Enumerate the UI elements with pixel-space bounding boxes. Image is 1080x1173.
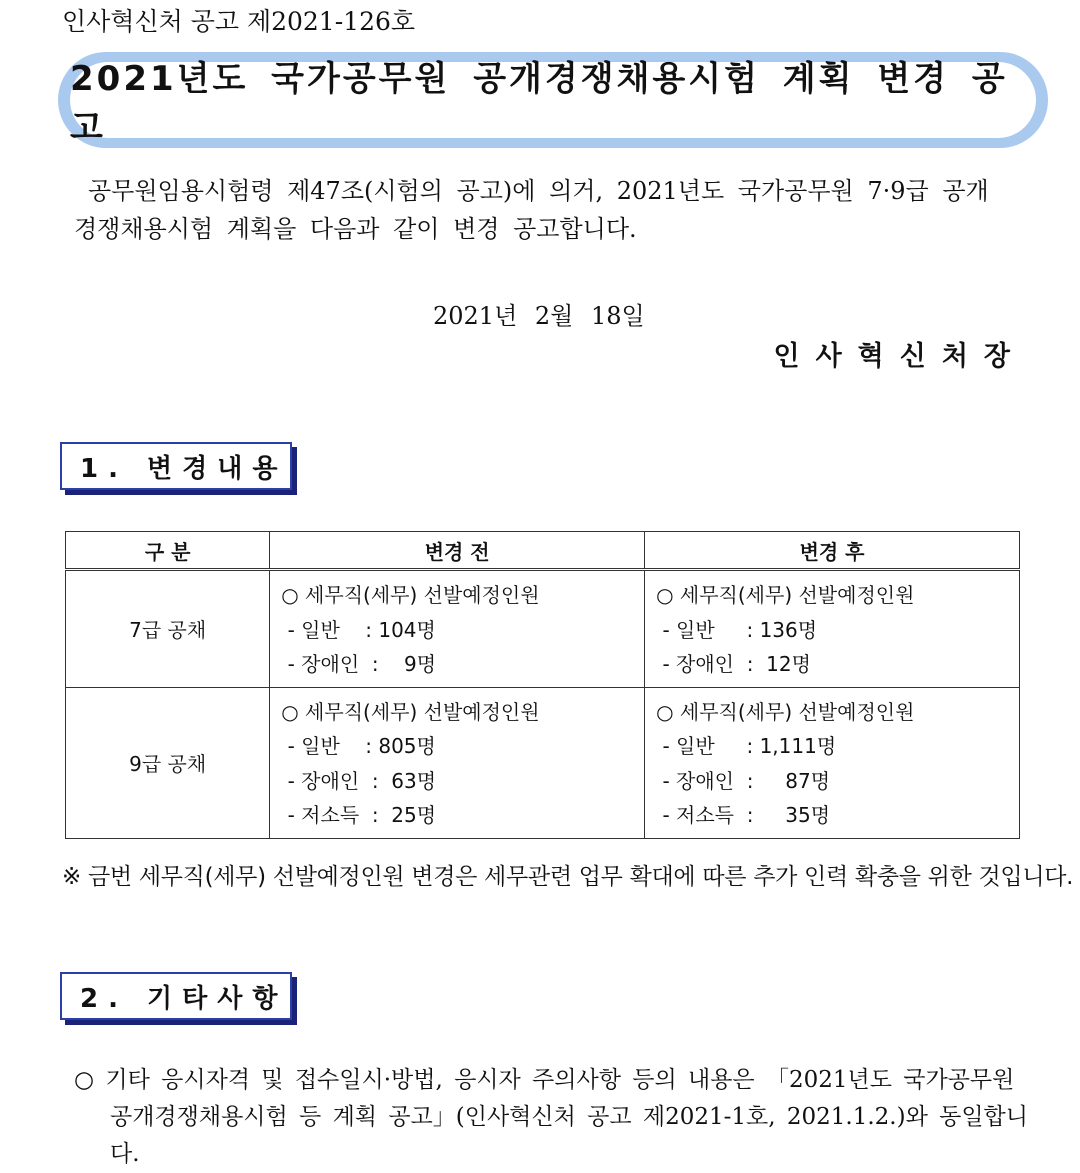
etc-paragraph	[74, 1062, 1034, 1173]
section-2-heading	[60, 972, 292, 1020]
cell-line: - 장애인 : 9명	[281, 652, 437, 676]
row-after	[645, 687, 1020, 838]
footnote: ※ 금번 세무직(세무) 선발예정인원 변경은 세무관련 업무 확대에 따른 추가 인력 확충을 위한 것입니다.	[62, 864, 1074, 890]
table-row	[66, 687, 1020, 838]
cell-line: ○ 세무직(세무) 선발예정인원	[656, 583, 915, 607]
cell-line: - 저소득 : 25명	[281, 803, 437, 827]
etc-line-2: 공개경쟁채용시험 등 계획 공고」(인사혁신처 공고 제2021-1호, 2021.1.2.)와 동일합니다.	[110, 1104, 1028, 1167]
cell-line: - 장애인 : 63명	[281, 768, 437, 793]
change-table	[65, 531, 1020, 839]
header-category: 구 분	[66, 532, 270, 570]
etc-line-1: ○ 기타 응시자격 및 접수일시·방법, 응시자 주의사항 등의 내용은 「2021년도 국가공무원	[74, 1067, 1015, 1093]
cell-line: - 일반 : 805명	[281, 734, 436, 758]
row-category: 7급 공채	[66, 570, 270, 688]
table-header-row	[66, 532, 1020, 570]
signer: 인사혁신처장	[773, 341, 1026, 372]
cell-line: - 일반 : 136명	[656, 617, 818, 642]
section-2-title: 2. 기타사항	[80, 983, 288, 1014]
row-category: 9급 공채	[66, 687, 270, 838]
intro-paragraph	[74, 172, 1029, 248]
header-after: 변경 후	[645, 532, 1020, 570]
section-1-heading	[60, 442, 292, 490]
cell-line: - 일반 : 1,111명	[656, 734, 837, 758]
document-title: 2021년도 국가공무원 공개경쟁채용시험 계획 변경 공고	[70, 59, 1008, 148]
intro-line-1: 공무원임용시험령 제47조(시험의 공고)에 의거, 2021년도 국가공무원 7·9급 공개	[88, 177, 989, 205]
row-before	[270, 570, 645, 688]
header-before: 변경 전	[270, 532, 645, 570]
row-before	[270, 687, 645, 838]
row-after	[645, 570, 1020, 688]
title-inner	[70, 59, 1036, 148]
title-banner	[58, 52, 1048, 148]
cell-line: ○ 세무직(세무) 선발예정인원	[281, 699, 540, 724]
cell-line: ○ 세무직(세무) 선발예정인원	[281, 583, 540, 607]
cell-line: - 일반 : 104명	[281, 617, 436, 642]
cell-line: - 저소득 : 35명	[656, 803, 831, 827]
cell-line: - 장애인 : 87명	[656, 768, 831, 793]
cell-line: ○ 세무직(세무) 선발예정인원	[656, 699, 915, 724]
section-1-title: 1. 변경내용	[80, 453, 288, 484]
notice-date: 2021년 2월 18일	[433, 302, 645, 330]
notice-number: 인사혁신처 공고 제2021-126호	[62, 7, 416, 36]
cell-line: - 장애인 : 12명	[656, 652, 811, 676]
table-row	[66, 570, 1020, 688]
intro-line-2: 경쟁채용시험 계획을 다음과 같이 변경 공고합니다.	[74, 215, 637, 243]
